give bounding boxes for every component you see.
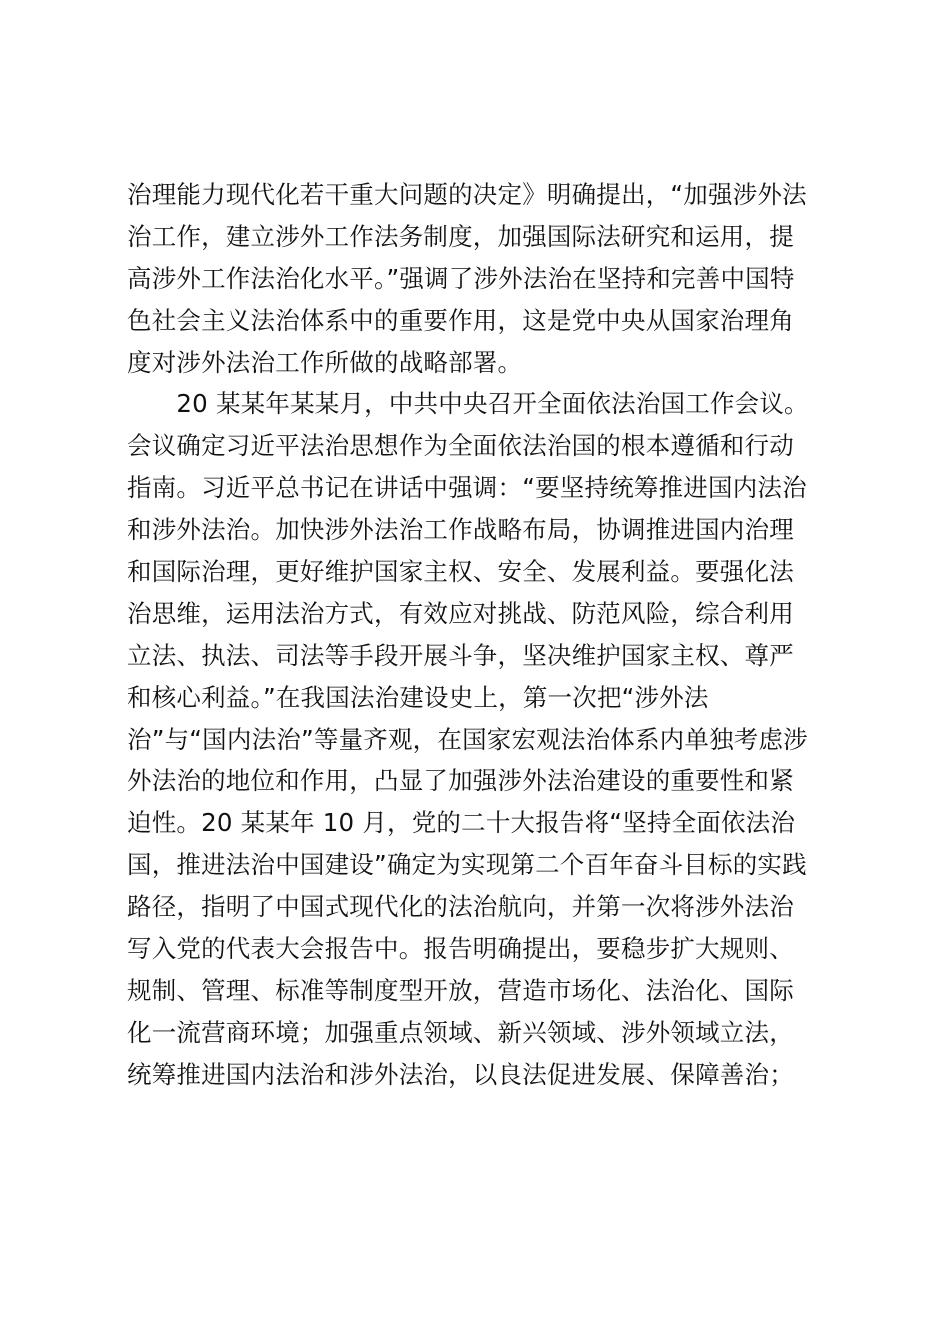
text-line: 和核心利益。”在我国法治建设史上，第一次把“涉外法: [127, 682, 709, 712]
text-line: 写入党的代表大会报告中。报告明确提出，要稳步扩大规则、: [127, 934, 794, 964]
text-line: 立法、执法、司法等手段开展斗争，坚决维护国家主权、尊严: [127, 640, 794, 670]
body-text: [127, 174, 847, 1096]
text-line: 治”与“国内法治”等量齐观，在国家宏观法治体系内单独考虑涉: [127, 724, 808, 754]
text-line: 国，推进法治中国建设”确定为实现第二个百年奋斗目标的实践: [127, 850, 807, 880]
text-line: 指南。习近平总书记在讲话中强调：“要坚持统筹推进国内法治: [127, 473, 807, 503]
text-line: 会议确定习近平法治思想作为全面依法治国的根本遵循和行动: [127, 431, 794, 461]
text-line: 规制、管理、标准等制度型开放，营造市场化、法治化、国际: [127, 975, 794, 1005]
text-line: 和涉外法治。加快涉外法治工作战略布局，协调推进国内治理: [127, 515, 794, 545]
text-line: 路径，指明了中国式现代化的法治航向，并第一次将涉外法治: [127, 892, 794, 922]
text-line: 色社会主义法治体系中的重要作用，这是党中央从国家治理角: [127, 305, 794, 335]
text-line: 外法治的地位和作用，凸显了加强涉外法治建设的重要性和紧: [127, 766, 794, 796]
paragraph-start-line: 20 某某年某某月，中共中央召开全面依法治国工作会议。: [127, 389, 809, 419]
text-line: 度对涉外法治工作所做的战略部署。: [127, 347, 523, 377]
text-line: 治思维，运用法治方式，有效应对挑战、防范风险，综合利用: [127, 598, 794, 628]
text-line: 和国际治理，更好维护国家主权、安全、发展利益。要强化法: [127, 557, 794, 587]
text-line: 统筹推进国内法治和涉外法治，以良法促进发展、保障善治；: [127, 1059, 794, 1089]
text-line: 高涉外工作法治化水平。”强调了涉外法治在坚持和完善中国特: [127, 263, 795, 293]
text-line: 治理能力现代化若干重大问题的决定》明确提出，“加强涉外法: [127, 180, 807, 209]
text-line: 治工作，建立涉外工作法务制度，加强国际法研究和运用，提: [127, 221, 794, 251]
text-line: 化一流营商环境；加强重点领域、新兴领域、涉外领域立法，: [127, 1017, 794, 1047]
text-line: 迫性。20 某某年 10 月，党的二十大报告将“坚持全面依法治: [127, 808, 796, 838]
